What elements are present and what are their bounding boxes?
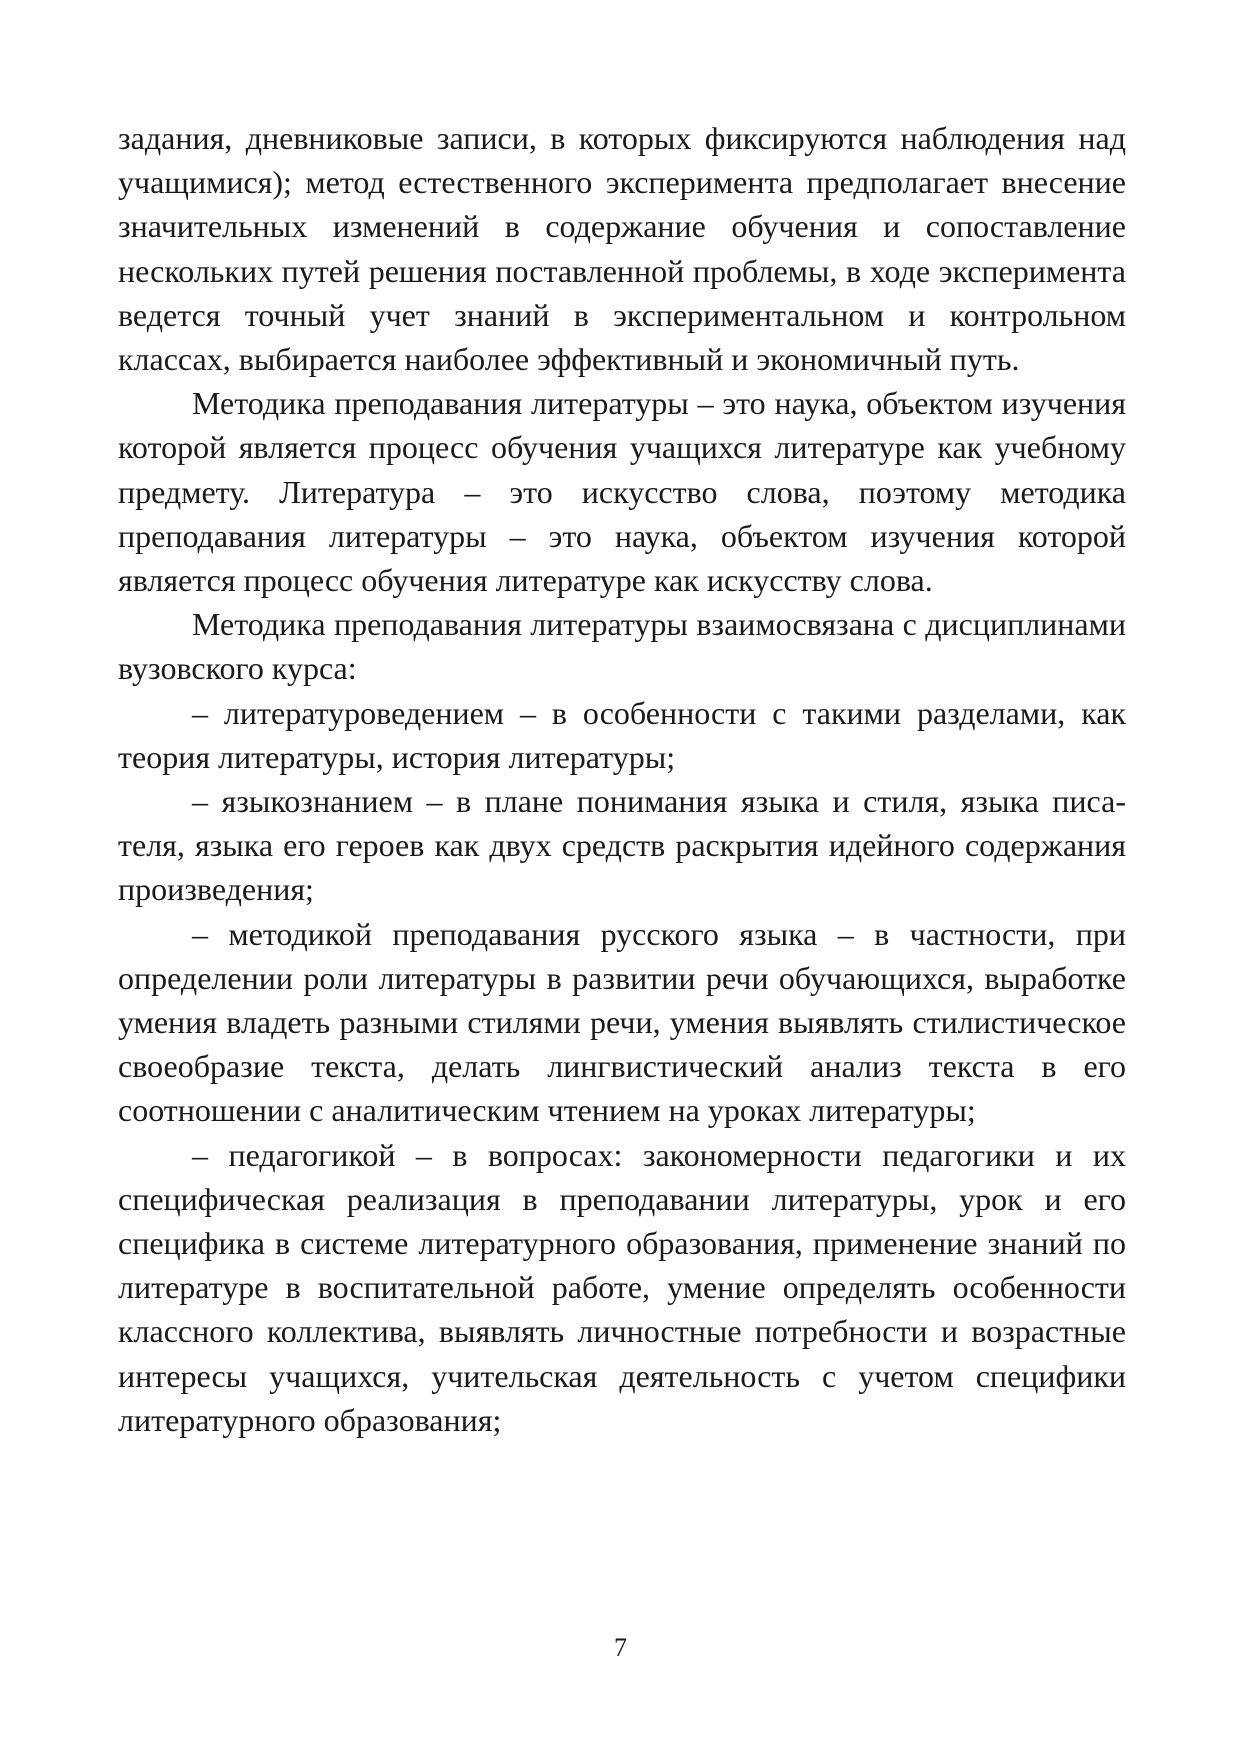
- paragraph-experiment-methods: задания, дневниковые записи, в которых фиксируются наблюдения над учащимися); метод естественного эксперимента предполагает внесение значительных изменений в содержание обучения и сопоставление нескольких путей решения поставленной проблемы, в ходе эксперимента ведется точный учет знаний в экспериментальном и контрольном классах, выбирается наиболее эффективный и экономичный путь.: [118, 120, 1126, 378]
- paragraph-related-disciplines: Методика преподавания литературы взаимосвязана с дисциплинами вузовского курса:: [118, 606, 1126, 687]
- list-item-russian-language-methods: – методикой преподавания русского языка – в частности, при определении роли литературы в развитии речи обучающихся, выработке умения владеть разными стилями речи, умения выявлять стилистическое своеобразие текста, делать лингвистический анализ текста в его соотношении с аналитическим чтением на уроках литературы;: [118, 915, 1126, 1129]
- list-item-pedagogy: – педагогикой – в вопросах: закономерности педагогики и их специфическая реализация в преподавании литературы, урок и его специфика в системе литературного образования, применение знаний по литературе в воспитательной работе, умение определять особенности классного коллектива, выявлять личностные потребности и возрастные интересы учащихся, учительская деятельность с учетом специфики литературного образования;: [118, 1136, 1126, 1438]
- list-item-linguistics: – языкознанием – в плане понимания языка и стиля, языка писателя, языка его героев как двух средств раскрытия идейного содержания произведения;: [118, 783, 1126, 908]
- paragraph-methodology-definition: Методика преподавания литературы – это наука, объектом изучения которой является процесс обучения учащихся литературе как учебному предмету. Литература – это искусство слова, поэтому методика преподавания литературы – это наука, объектом изучения которой является процесс обучения литературе как искусству слова.: [118, 385, 1126, 599]
- list-item-literary-studies: – литературоведением – в особенности с такими разделами, как теория литературы, история литературы;: [118, 694, 1126, 775]
- body-text: [118, 116, 1126, 1442]
- page-number: 7: [614, 1633, 627, 1662]
